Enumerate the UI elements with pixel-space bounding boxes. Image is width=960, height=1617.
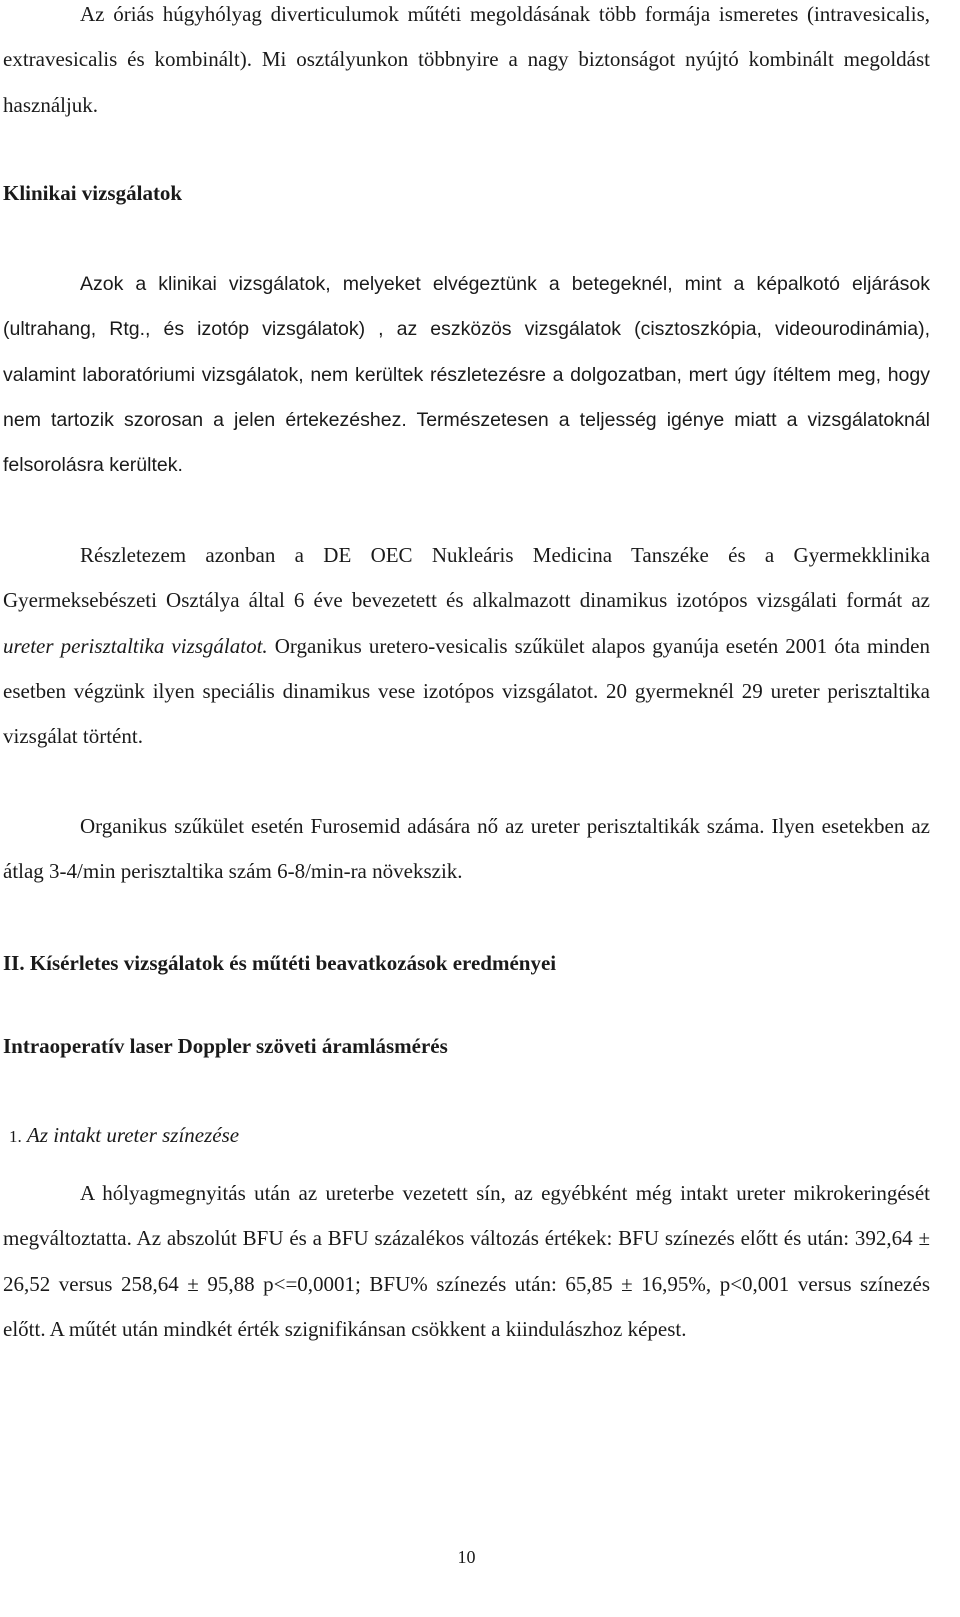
paragraph-clinical-examinations [3, 262, 930, 488]
page-number: 10 [457, 1547, 476, 1567]
paragraph-results [3, 1171, 930, 1352]
paragraph-isotope-study [3, 533, 930, 759]
italic-term: ureter perisztaltika vizsgálatot. [3, 633, 268, 658]
list-number: 1. [9, 1127, 22, 1146]
paragraph-text: A hólyagmegnyitás után az ureterbe vezetett sín, az egyébként még intakt ureter mikrokeringését megváltoztatta. Az abszolút BFU és a BFU százalékos változás értékek: BFU színezés előtt és után: 392,64 ± 26,52 versus 258,64 ± 95,88 p<=0,0001; BFU% színezés után: 65,85 ± 16,95%, p<0,001 versus színezés előtt. A műtét után mindkét érték szignifikánsan csökkent a kiindulászhoz képest. [3, 1181, 930, 1341]
heading-laser-doppler: Intraoperatív laser Doppler szöveti áramlásmérés [3, 1034, 448, 1058]
paragraph-text [3, 533, 930, 759]
heading-clinical-examinations: Klinikai vizsgálatok [3, 181, 183, 205]
paragraph-text: Organikus szűkület esetén Furosemid adására nő az ureter perisztaltikák száma. Ilyen esetekben az átlag 3-4/min perisztaltika szám 6-8/min-ra növekszik. [3, 814, 930, 884]
paragraph-text: Az óriás húgyhólyag diverticulumok műtéti megoldásának több formája ismeretes (intravesicalis, extravesicalis és kombinált). Mi osztályunkon többnyire a nagy biztonságot nyújtó kombinált megoldást használjuk. [3, 2, 930, 117]
text-run: Organikus uretero-vesicalis szűkület alapos gyanúja esetén 2001 óta minden esetben végzünk ilyen speciális dinamikus vese izotópos vizsgálatot. 20 gyermeknél 29 ureter perisztaltika vizsgálat történt. [3, 633, 930, 749]
heading-section-ii: II. Kísérletes vizsgálatok és műtéti beavatkozások eredményei [3, 951, 557, 975]
numbered-subheading [9, 1120, 239, 1152]
paragraph-diverticulum [3, 0, 930, 128]
subheading-title: Az intakt ureter színezése [27, 1123, 240, 1147]
text-run: Részletezem azonban a DE OEC Nukleáris Medicina Tanszéke és a Gyermekklinika Gyermeksebészeti Osztálya által 6 éve bevezetett és alkalmazott dinamikus izotópos vizsgálati formát az [3, 543, 930, 613]
paragraph-furosemide [3, 804, 930, 895]
paragraph-text: Azok a klinikai vizsgálatok, melyeket elvégeztünk a betegeknél, mint a képalkotó eljárások (ultrahang, Rtg., és izotóp vizsgálatok) , az eszközös vizsgálatok (cisztoszkópia, videourodinámia), valamint laboratóriumi vizsgálatok, nem kerültek részletezésre a dolgozatban, mert úgy ítéltem meg, hogy nem tartozik szorosan a jelen értekezéshez. Természetesen a teljesség igénye miatt a vizsgálatoknál felsorolásra kerültek. [3, 273, 930, 477]
